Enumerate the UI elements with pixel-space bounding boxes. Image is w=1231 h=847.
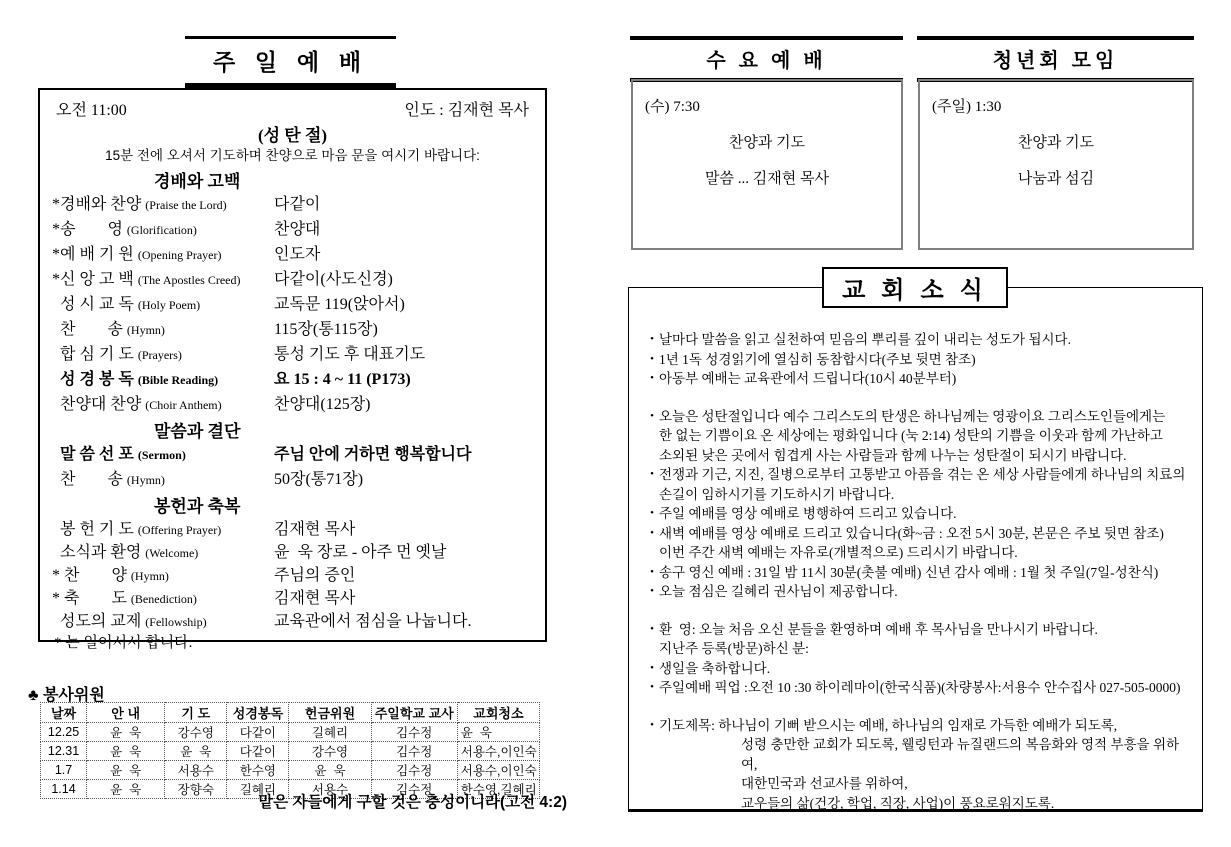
table-cell: 윤 욱	[87, 742, 165, 761]
youth-meeting-box	[918, 79, 1194, 250]
worship-order-row	[52, 266, 533, 291]
sunday-worship-title: 주 일 예 배	[185, 36, 396, 88]
news-line	[645, 446, 1194, 466]
worship-order-row	[52, 562, 533, 585]
news-line	[645, 582, 1194, 602]
order-item-value: 인도자	[274, 246, 321, 263]
order-item-label-english: (Holy Poem)	[137, 298, 201, 312]
table-cell: 윤 욱	[289, 761, 371, 780]
news-line	[645, 504, 1194, 524]
table-cell: 장향숙	[165, 780, 227, 799]
news-line	[645, 524, 1194, 544]
club-suit-icon: ♣	[28, 687, 39, 704]
news-line	[645, 407, 1194, 427]
worship-order-row	[52, 216, 533, 241]
news-line	[645, 543, 1194, 563]
order-item-value: 찬양대(125장)	[274, 396, 371, 413]
news-line	[645, 639, 1194, 659]
bullet-icon: •	[650, 622, 654, 635]
news-line	[645, 659, 1194, 679]
order-item-label-korean: 성도의 교제	[52, 613, 146, 630]
order-item-value: 다같이	[274, 196, 321, 213]
order-item-value: 통성 기도 후 대표기도	[274, 346, 426, 363]
order-item-value: 교독문 119(앉아서)	[274, 296, 405, 313]
order-item-value: 김재현 목사	[274, 521, 356, 538]
worship-order-row	[52, 441, 533, 466]
news-text: 생일을 축하합니다.	[659, 660, 771, 676]
order-item-label-english: (Hymn)	[130, 569, 169, 583]
serving-members-label: 봉사위원	[42, 687, 105, 704]
table-cell: 1.14	[41, 780, 87, 799]
worship-order-row	[52, 391, 533, 416]
table-header-cell: 날짜	[41, 703, 87, 723]
order-item-label-english: (Opening Prayer)	[137, 248, 222, 262]
bullet-icon: •	[650, 372, 654, 384]
table-cell: 윤 욱	[87, 761, 165, 780]
news-text: 주일 예배를 영상 예배로 병행하여 드리고 있습니다.	[659, 506, 957, 521]
news-line	[645, 350, 1194, 370]
table-header-cell: 헌금위원	[289, 703, 371, 723]
bullet-icon: •	[650, 507, 654, 519]
order-item-value: 주님의 증인	[274, 567, 356, 584]
wednesday-line-2: 말씀 ... 김재현 목사	[705, 171, 829, 187]
table-cell: 다같이	[227, 742, 289, 761]
news-line	[645, 735, 1194, 774]
order-item-label-korean: 성 시 교 독	[52, 296, 138, 313]
table-cell: 서용수,이인숙	[457, 742, 539, 761]
news-text: 이번 주간 새벽 예배는 자유로(개별적으로) 드리시기 바랍니다.	[659, 545, 1018, 560]
occasion-heading: (성 탄 절)	[257, 126, 328, 145]
bullet-icon: •	[650, 718, 654, 731]
order-item-label	[52, 291, 274, 314]
table-cell: 김수정	[371, 761, 457, 780]
news-text: 기도제목: 하나님이 기뻐 받으시는 예배, 하나님의 임재로 가득한 예배가 되도록,	[659, 717, 1118, 733]
order-item-label-english: (Hymn)	[126, 473, 165, 487]
worship-section-heading: 말씀과 결단	[154, 422, 241, 441]
table-row	[41, 742, 540, 761]
order-item-label-english: (Bible Reading)	[137, 373, 219, 387]
order-item-label	[52, 391, 274, 414]
table-cell: 1.7	[41, 761, 87, 780]
order-item-value: 요 15 : 4 ~ 11 (P173)	[274, 371, 411, 388]
news-text: 교우들의 삶(건강, 학업, 직장, 사업)이 풍요로워지도록.	[741, 795, 1055, 811]
order-item-label	[52, 585, 274, 608]
serving-members-table	[40, 702, 540, 799]
table-cell: 서용수,이인숙	[457, 761, 539, 780]
order-item-label-english: (The Apostles Creed)	[137, 273, 241, 287]
bullet-icon: •	[650, 565, 654, 578]
order-item-label-korean: 합 심 기 도	[52, 346, 138, 363]
worship-order-row	[52, 191, 533, 216]
order-item-label-english: (Offering Prayer)	[137, 523, 222, 537]
order-item-value: 주님 안에 거하면 행복합니다	[274, 446, 472, 463]
table-cell: 서용수	[165, 761, 227, 780]
table-cell: 윤 욱	[87, 780, 165, 799]
news-group	[645, 330, 1194, 389]
table-cell: 한수영	[227, 761, 289, 780]
order-item-label	[52, 562, 274, 585]
order-item-label-english: (Choir Anthem)	[145, 398, 222, 412]
service-leader: 인도 : 김재현 목사	[404, 102, 529, 119]
order-item-label-korean: *신 앙 고 백	[52, 271, 138, 288]
news-text: 손길이 임하시기를 기도하시기 바랍니다.	[659, 486, 895, 502]
order-item-label	[52, 191, 274, 214]
worship-order-row	[52, 585, 533, 608]
order-item-label-korean: * 찬 양	[52, 567, 131, 584]
table-cell: 12.31	[41, 742, 87, 761]
news-text: 아동부 예배는 교육관에서 드립니다(10시 40분부터)	[659, 371, 957, 386]
order-item-value: 다같이(사도신경)	[274, 271, 393, 288]
order-item-label	[52, 516, 274, 539]
order-item-label-korean: 찬 송	[52, 321, 127, 338]
news-line	[645, 369, 1194, 389]
order-item-label	[52, 341, 274, 364]
news-text: 전쟁과 기근, 지진, 질병으로부터 고통받고 아픔을 겪는 온 세상 사람들에게 하나님의 치료의	[659, 467, 1186, 482]
table-cell: 길혜리	[227, 780, 289, 799]
worship-section-heading: 봉헌과 축복	[154, 497, 241, 516]
order-item-label-english: (Sermon)	[137, 448, 186, 462]
church-news-title: 교 회 소 식	[822, 267, 1008, 308]
table-cell: 한수영,길혜리	[457, 780, 539, 799]
news-line	[645, 716, 1194, 736]
worship-order-row	[52, 366, 533, 391]
news-group	[645, 716, 1194, 814]
table-header-cell: 기 도	[165, 703, 227, 723]
order-item-label-korean: 성 경 봉 독	[52, 371, 138, 388]
wednesday-line-1: 찬양과 기도	[728, 135, 806, 151]
youth-line-1: 찬양과 기도	[1017, 135, 1095, 151]
news-text: 송구 영신 예배 : 31일 밤 11시 30분(촛불 예배) 신년 감사 예배 : 1월 첫 주일(7일-성찬식)	[659, 564, 1159, 580]
table-header-cell: 성경봉독	[227, 703, 289, 723]
worship-header-row	[52, 97, 533, 121]
wednesday-time: (수) 7:30	[645, 99, 700, 115]
news-line	[645, 563, 1194, 583]
youth-meeting-title: 청년회 모임	[917, 36, 1194, 82]
service-time: 오전 11:00	[56, 102, 127, 119]
news-line	[645, 485, 1194, 505]
worship-order-row	[52, 516, 533, 539]
news-line	[645, 774, 1194, 794]
table-cell: 강수영	[289, 742, 371, 761]
news-line	[645, 465, 1194, 485]
youth-time: (주일) 1:30	[932, 99, 1002, 115]
news-text: 주일예배 픽업 :오전 10 :30 하이레마이(한국식품)(차량봉사:서용수 안수집사 027-505-0000)	[659, 680, 1181, 695]
order-item-label	[52, 241, 274, 264]
order-item-label	[52, 608, 274, 631]
news-text: 대한민국과 선교사를 위하여,	[741, 776, 908, 791]
order-item-label-english: (Glorification)	[126, 223, 197, 237]
order-item-label	[52, 316, 274, 339]
youth-line-2: 나눔과 섬김	[1017, 171, 1095, 187]
bullet-icon: •	[650, 352, 654, 365]
bullet-icon: •	[650, 585, 654, 597]
pre-service-note: 15분 전에 오셔서 기도하며 찬양으로 마음 문을 여시기 바랍니다:	[105, 148, 480, 163]
order-item-label	[52, 466, 274, 489]
news-line	[645, 794, 1194, 814]
news-text: 오늘은 성탄절입니다 예수 그리스도의 탄생은 하나님께는 영광이요 그리스도인들에게는	[659, 408, 1166, 424]
news-text: 새벽 예배를 영상 예배로 드리고 있습니다(화~금 : 오전 5시 30분, 본문은 주보 뒷면 참조)	[659, 525, 1164, 541]
order-item-value: 윤 욱 장로 - 아주 먼 옛날	[274, 544, 447, 561]
news-line	[645, 426, 1194, 446]
news-text: 한 없는 기쁨이요 온 세상에는 평화입니다 (눅 2:14) 성탄의 기쁨을 이웃과 함께 가난하고	[659, 428, 1163, 443]
wednesday-worship-box	[631, 79, 903, 250]
table-row	[41, 723, 540, 742]
order-item-label-korean: 소식과 환영	[52, 544, 146, 561]
order-item-value: 115장(통115장)	[274, 321, 378, 338]
worship-order-row	[52, 291, 533, 316]
table-cell: 윤 욱	[87, 723, 165, 742]
order-item-label-english: (Hymn)	[126, 323, 165, 337]
order-item-label	[52, 366, 274, 389]
order-item-label-korean: *경배와 찬양	[52, 196, 146, 213]
table-cell: 다같이	[227, 723, 289, 742]
news-line	[645, 620, 1194, 640]
table-header-row	[41, 703, 540, 723]
worship-order-row	[52, 341, 533, 366]
table-header-cell: 안 내	[87, 703, 165, 723]
table-cell: 강수영	[165, 723, 227, 742]
order-item-value: 50장(통71장)	[274, 471, 364, 488]
order-item-label-korean: *예 배 기 원	[52, 246, 138, 263]
worship-section-heading: 경배와 고백	[154, 172, 241, 191]
worship-order-row	[52, 316, 533, 341]
sunday-worship-box	[38, 88, 547, 651]
table-row	[41, 761, 540, 780]
order-item-value: 김재현 목사	[274, 590, 356, 607]
order-item-label-english: (Benediction)	[130, 592, 197, 606]
order-item-label-korean: 봉 헌 기 도	[52, 521, 138, 538]
bullet-icon: •	[650, 333, 654, 345]
bullet-icon: •	[650, 468, 654, 480]
order-item-label	[52, 539, 274, 562]
standing-footnote: * 는 일어서서 합니다.	[54, 635, 193, 651]
order-item-label-korean: 찬양대 찬양	[52, 396, 146, 413]
order-item-label-english: (Welcome)	[145, 546, 199, 560]
table-cell: 김수정	[371, 723, 457, 742]
worship-order-list	[52, 166, 533, 631]
table-cell: 서용수	[289, 780, 371, 799]
table-cell: 12.25	[41, 723, 87, 742]
order-item-value: 교육관에서 점심을 나눕니다.	[274, 613, 472, 630]
news-text: 환 영: 오늘 처음 오신 분들을 환영하며 예배 후 목사님을 만나시기 바랍니다.	[659, 621, 1098, 637]
worship-order-row	[52, 241, 533, 266]
news-text: 오늘 점심은 길혜리 권사님이 제공합니다.	[659, 584, 898, 599]
news-group	[645, 620, 1194, 698]
order-item-label	[52, 441, 274, 464]
order-item-label-korean: * 축 도	[52, 590, 131, 607]
order-item-label-english: (Fellowship)	[145, 615, 207, 629]
order-item-label	[52, 216, 274, 239]
worship-order-row	[52, 608, 533, 631]
bullet-icon: •	[650, 526, 654, 539]
table-cell: 윤 욱	[165, 742, 227, 761]
order-item-label-korean: 말 씀 선 포	[52, 446, 138, 463]
order-item-label-english: (Prayers)	[137, 348, 182, 362]
bullet-icon: •	[650, 681, 654, 693]
news-text: 지난주 등록(방문)하신 분:	[659, 641, 809, 656]
scripture-quote: 맡은 자들에게 구할 것은 충성이니라(고전 4:2)	[258, 794, 567, 811]
table-header-cell: 주일학교 교사	[371, 703, 457, 723]
table-header-cell: 교회청소	[457, 703, 539, 723]
table-cell: 김수정	[371, 780, 457, 799]
table-cell: 길혜리	[289, 723, 371, 742]
news-text: 성령 충만한 교회가 되도록, 웰링턴과 뉴질랜드의 복음화와 영적 부흥을 위하여,	[741, 737, 1180, 772]
bullet-icon: •	[650, 409, 654, 422]
order-item-label-korean: 찬 송	[52, 471, 127, 488]
bullet-icon: •	[650, 661, 654, 674]
news-line	[645, 678, 1194, 698]
news-line	[645, 330, 1194, 350]
worship-order-row	[52, 466, 533, 491]
order-item-label-korean: *송 영	[52, 221, 127, 238]
church-news-box	[628, 287, 1203, 812]
table-cell: 윤 욱	[457, 723, 539, 742]
news-group	[645, 407, 1194, 602]
news-text: 1년 1독 성경읽기에 열심히 동참합시다(주보 뒷면 참조)	[659, 351, 976, 367]
worship-order-row	[52, 539, 533, 562]
order-item-label-english: (Praise the Lord)	[145, 198, 227, 212]
order-item-label	[52, 266, 274, 289]
news-text: 소외된 낮은 곳에서 힘겹게 사는 사람들과 함께 나누는 성탄절이 되시기 바랍니다.	[659, 447, 1127, 463]
order-item-value: 찬양대	[274, 221, 321, 238]
wednesday-worship-title: 수 요 예 배	[630, 36, 903, 82]
news-text: 날마다 말씀을 읽고 실천하여 믿음의 뿌리를 깊이 내리는 성도가 됩시다.	[659, 332, 1071, 347]
table-cell: 김수정	[371, 742, 457, 761]
